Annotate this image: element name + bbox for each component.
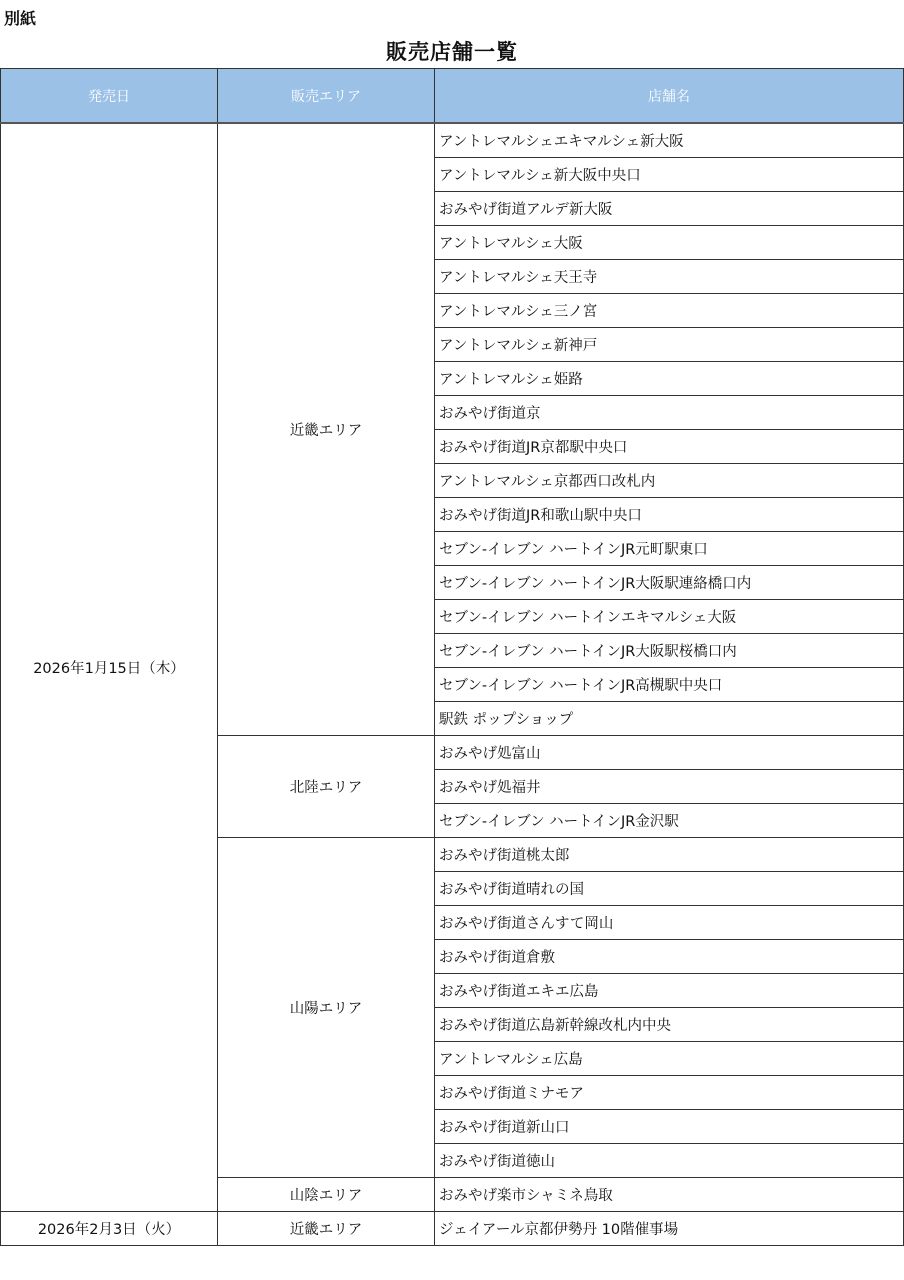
store-list-table: [0, 68, 904, 1246]
store-name-cell: おみやげ街道JR京都駅中央口: [435, 430, 904, 464]
area-cell-sanin: 山陰エリア: [218, 1178, 435, 1212]
store-name-cell: おみやげ街道JR和歌山駅中央口: [435, 498, 904, 532]
store-name-cell: おみやげ街道桃太郎: [435, 838, 904, 872]
store-name-cell: おみやげ街道徳山: [435, 1144, 904, 1178]
store-name-cell: アントレマルシェ京都西口改札内: [435, 464, 904, 498]
area-cell-hokuriku: 北陸エリア: [218, 736, 435, 838]
store-name-cell: アントレマルシェ姫路: [435, 362, 904, 396]
store-name-cell: おみやげ街道ミナモア: [435, 1076, 904, 1110]
column-header-date: 発売日: [1, 69, 218, 124]
store-name-cell: おみやげ街道京: [435, 396, 904, 430]
store-name-cell: おみやげ街道倉敷: [435, 940, 904, 974]
table-row: [1, 123, 904, 158]
store-name-cell: セブン-イレブン ハートインJR大阪駅桜橋口内: [435, 634, 904, 668]
store-name-cell: おみやげ処福井: [435, 770, 904, 804]
store-name-cell: おみやげ処富山: [435, 736, 904, 770]
store-name-cell: アントレマルシェ大阪: [435, 226, 904, 260]
store-name-cell: アントレマルシェエキマルシェ新大阪: [435, 123, 904, 158]
store-name-cell: おみやげ街道広島新幹線改札内中央: [435, 1008, 904, 1042]
store-name-cell: アントレマルシェ三ノ宮: [435, 294, 904, 328]
store-name-cell: セブン-イレブン ハートインJR金沢駅: [435, 804, 904, 838]
store-name-cell: おみやげ街道エキエ広島: [435, 974, 904, 1008]
store-name-cell: セブン-イレブン ハートインエキマルシェ大阪: [435, 600, 904, 634]
column-header-store: 店舗名: [435, 69, 904, 124]
store-name-cell: ジェイアール京都伊勢丹 10階催事場: [435, 1212, 904, 1246]
store-name-cell: おみやげ街道さんすて岡山: [435, 906, 904, 940]
page-title: 販売店舗一覧: [386, 40, 518, 64]
area-cell-kinki: 近畿エリア: [218, 1212, 435, 1246]
area-cell-kinki: 近畿エリア: [218, 123, 435, 736]
store-name-cell: おみやげ街道アルデ新大阪: [435, 192, 904, 226]
release-date-cell: 2026年1月15日（木）: [1, 123, 218, 1212]
store-name-cell: おみやげ街道晴れの国: [435, 872, 904, 906]
table-row: [1, 1212, 904, 1246]
area-cell-sanyo: 山陽エリア: [218, 838, 435, 1178]
store-name-cell: アントレマルシェ天王寺: [435, 260, 904, 294]
store-name-cell: セブン-イレブン ハートインJR元町駅東口: [435, 532, 904, 566]
store-name-cell: 駅鉄 ポップショップ: [435, 702, 904, 736]
annex-label: 別紙: [4, 9, 37, 28]
store-name-cell: セブン-イレブン ハートインJR高槻駅中央口: [435, 668, 904, 702]
store-name-cell: セブン-イレブン ハートインJR大阪駅連絡橋口内: [435, 566, 904, 600]
store-name-cell: アントレマルシェ新大阪中央口: [435, 158, 904, 192]
store-name-cell: アントレマルシェ新神戸: [435, 328, 904, 362]
table-header-row: [1, 69, 904, 124]
column-header-area: 販売エリア: [218, 69, 435, 124]
release-date-cell: 2026年2月3日（火）: [1, 1212, 218, 1246]
store-name-cell: アントレマルシェ広島: [435, 1042, 904, 1076]
store-name-cell: おみやげ街道新山口: [435, 1110, 904, 1144]
store-name-cell: おみやげ楽市シャミネ鳥取: [435, 1178, 904, 1212]
